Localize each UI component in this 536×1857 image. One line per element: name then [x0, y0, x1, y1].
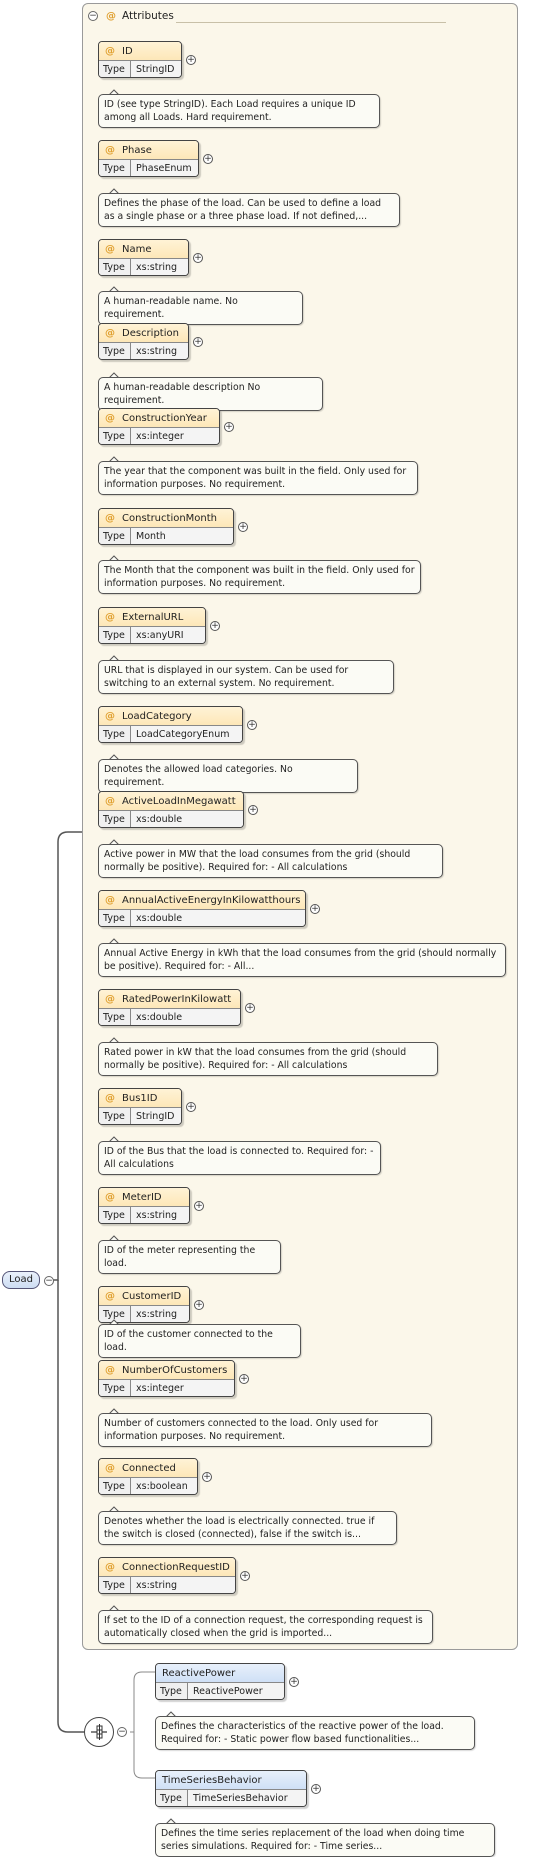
expand-attr-description-button[interactable]: + — [194, 337, 202, 347]
description-line: If set to the ID of a connection request, the corresponding request is — [104, 1615, 423, 1626]
description-line: normally be positive). Required for: - All calculations — [104, 862, 348, 873]
attr-phase-type-value: PhaseEnum — [131, 160, 198, 177]
attr-meter-id-name — [99, 1188, 189, 1207]
attr-connected-name — [99, 1459, 197, 1478]
at-icon: @ — [105, 1191, 115, 1203]
attr-meter-id-type-value: xs:string — [131, 1207, 189, 1224]
load-root-element[interactable] — [2, 1271, 40, 1289]
attr-id-name — [99, 42, 181, 61]
at-icon: @ — [106, 10, 116, 22]
attr-connection-request-id-type-row — [99, 1577, 235, 1594]
element-time-series-behavior-type-row — [156, 1790, 306, 1807]
attr-external-url-type-value: xs:anyURI — [131, 627, 205, 644]
element-time-series-behavior-type-value: TimeSeriesBehavior — [188, 1790, 306, 1807]
attr-active-load-in-megawatt-name-text: ActiveLoadInMegawatt — [122, 795, 236, 807]
attr-annual-active-energy-in-kilowatthours-type-row — [99, 910, 305, 927]
type-label: Type — [99, 160, 131, 177]
description-line: information purposes. No requirement. — [104, 1431, 286, 1442]
description-line: Defines the phase of the load. Can be used to define a load — [104, 198, 382, 209]
attr-connection-request-id-name-text: ConnectionRequestID — [122, 1561, 230, 1573]
collapse-sequence-button[interactable]: − — [118, 1727, 126, 1737]
description-line: information purposes. No requirement. — [104, 479, 286, 490]
type-label: Type — [99, 343, 131, 360]
header-divider — [176, 22, 446, 23]
type-label: Type — [99, 1108, 131, 1125]
attr-id-type-row — [99, 61, 181, 78]
attr-rated-power-in-kilowatt-type-row — [99, 1009, 240, 1026]
attr-external-url-type-row — [99, 627, 205, 644]
at-icon: @ — [105, 1364, 115, 1376]
element-reactive-power-name — [156, 1664, 284, 1683]
attr-construction-year-type-value: xs:integer — [131, 428, 219, 445]
attr-customer-id-name-text: CustomerID — [122, 1290, 182, 1302]
description-line: URL that is displayed in our system. Can be used for — [104, 665, 349, 676]
attr-active-load-in-megawatt-description — [98, 844, 443, 878]
attr-meter-id-type-row — [99, 1207, 189, 1224]
element-time-series-behavior-description — [155, 1823, 495, 1857]
description-line: the switch is closed (connected), false if the switch is... — [104, 1529, 361, 1540]
attr-connection-request-id-type-value: xs:string — [131, 1577, 235, 1594]
at-icon: @ — [105, 144, 115, 156]
description-line: All calculations — [104, 1159, 174, 1170]
at-icon: @ — [105, 412, 115, 424]
attr-construction-month-type-value: Month — [131, 528, 233, 545]
attr-active-load-in-megawatt-type-row — [99, 811, 243, 828]
attr-number-of-customers-name — [99, 1361, 234, 1380]
type-label: Type — [99, 811, 131, 828]
type-label: Type — [99, 910, 131, 927]
attr-load-category-type-row — [99, 726, 242, 743]
at-icon: @ — [105, 795, 115, 807]
description-line: information purposes. No requirement. — [104, 578, 286, 589]
attr-external-url-description — [98, 660, 394, 694]
attr-description-type-row — [99, 343, 188, 360]
attr-load-category-name-text: LoadCategory — [122, 710, 192, 722]
expand-attr-construction-month-button[interactable]: + — [239, 522, 247, 532]
attr-phase-name — [99, 141, 198, 160]
description-line: Defines the time series replacement of the load when doing time — [161, 1828, 465, 1839]
attr-construction-year-name — [99, 409, 219, 428]
type-label: Type — [99, 1478, 131, 1495]
element-time-series-behavior-name-text: TimeSeriesBehavior — [162, 1774, 262, 1786]
at-icon: @ — [105, 512, 115, 524]
attributes-header — [88, 8, 174, 24]
at-icon: @ — [105, 1462, 115, 1474]
at-icon: @ — [105, 993, 115, 1005]
element-time-series-behavior-name — [156, 1771, 306, 1790]
attr-number-of-customers-description — [98, 1413, 432, 1447]
type-label: Type — [99, 428, 131, 445]
description-line: The year that the component was built in the field. Only used for — [104, 466, 407, 477]
description-line: series simulations. Required for: - Time series... — [161, 1841, 383, 1852]
attr-name-type-row — [99, 259, 188, 276]
description-line: Active power in MW that the load consumes from the grid (should — [104, 849, 411, 860]
attr-connected-description — [98, 1511, 397, 1545]
attr-phase-name-text: Phase — [122, 144, 152, 156]
attr-id-description — [98, 94, 380, 128]
at-icon: @ — [105, 1561, 115, 1573]
attr-construction-month-description — [98, 560, 421, 594]
attr-load-category-name — [99, 707, 242, 726]
expand-attr-phase-button[interactable]: + — [204, 154, 212, 164]
at-icon: @ — [105, 1290, 115, 1302]
attr-meter-id-node[interactable] — [98, 1187, 190, 1224]
attr-annual-active-energy-in-kilowatthours-node[interactable] — [98, 890, 306, 927]
expand-attr-bus1-id-button[interactable]: + — [187, 1102, 195, 1112]
attr-connected-node[interactable] — [98, 1458, 198, 1495]
attr-external-url-name-text: ExternalURL — [122, 611, 184, 623]
attr-rated-power-in-kilowatt-node[interactable] — [98, 989, 241, 1026]
description-line: as a single phase or a three phase load. If not defined,... — [104, 211, 368, 222]
attr-number-of-customers-type-row — [99, 1380, 234, 1397]
attr-name-name-text: Name — [122, 243, 152, 255]
expand-attr-meter-id-button[interactable]: + — [195, 1201, 203, 1211]
at-icon: @ — [105, 1092, 115, 1104]
expand-element-reactive-power-button[interactable]: + — [290, 1677, 298, 1687]
expand-attr-customer-id-button[interactable]: + — [195, 1300, 203, 1310]
element-reactive-power-description — [155, 1716, 475, 1750]
attr-construction-month-type-row — [99, 528, 233, 545]
attr-load-category-description — [98, 759, 358, 793]
type-label: Type — [99, 1306, 131, 1323]
at-icon: @ — [105, 243, 115, 255]
description-line: A human-readable name. No requirement. — [104, 296, 238, 320]
attr-load-category-node[interactable] — [98, 706, 243, 743]
type-label: Type — [99, 61, 131, 78]
attr-construction-month-name — [99, 509, 233, 528]
at-icon: @ — [105, 45, 115, 57]
attr-construction-month-node[interactable] — [98, 508, 234, 545]
attr-construction-year-type-row — [99, 428, 219, 445]
expand-attr-construction-year-button[interactable]: + — [225, 422, 233, 432]
attr-active-load-in-megawatt-node[interactable] — [98, 791, 244, 828]
attr-customer-id-type-value: xs:string — [131, 1306, 189, 1323]
type-label: Type — [99, 1577, 131, 1594]
description-line: Annual Active Energy in kWh that the load consumes from the grid (should normally — [104, 948, 497, 959]
attr-number-of-customers-name-text: NumberOfCustomers — [122, 1364, 228, 1376]
attr-rated-power-in-kilowatt-name-text: RatedPowerInKilowatt — [122, 993, 232, 1005]
at-icon: @ — [105, 894, 115, 906]
attr-id-type-value: StringID — [131, 61, 181, 78]
attr-rated-power-in-kilowatt-name — [99, 990, 240, 1009]
attr-active-load-in-megawatt-type-value: xs:double — [131, 811, 243, 828]
description-line: Defines the characteristics of the reactive power of the load. — [161, 1721, 444, 1732]
description-line: ID (see type StringID). Each Load requires a unique ID — [104, 99, 356, 110]
description-line: switching to an external system. No requirement. — [104, 678, 335, 689]
type-label: Type — [99, 259, 131, 276]
attr-construction-month-name-text: ConstructionMonth — [122, 512, 218, 524]
attr-bus1-id-node[interactable] — [98, 1088, 182, 1125]
type-label: Type — [99, 627, 131, 644]
expand-attr-number-of-customers-button[interactable]: + — [240, 1374, 248, 1384]
attr-id-node[interactable] — [98, 41, 182, 78]
sequence-icon — [85, 1718, 113, 1746]
attr-connection-request-id-node[interactable] — [98, 1557, 236, 1594]
description-line: Denotes whether the load is electrically connected. true if — [104, 1516, 375, 1527]
element-reactive-power-node[interactable] — [155, 1663, 285, 1700]
description-line: automatically closed when the grid is imported... — [104, 1628, 333, 1639]
expand-attr-id-button[interactable]: + — [187, 55, 195, 65]
attr-rated-power-in-kilowatt-description — [98, 1042, 438, 1076]
attr-meter-id-name-text: MeterID — [122, 1191, 162, 1203]
attr-annual-active-energy-in-kilowatthours-name — [99, 891, 305, 910]
attr-name-type-value: xs:string — [131, 259, 188, 276]
attr-bus1-id-type-value: StringID — [131, 1108, 181, 1125]
collapse-attributes-button[interactable]: − — [89, 11, 97, 21]
at-icon: @ — [105, 327, 115, 339]
description-line: Required for: - Static power flow based functionalities... — [161, 1734, 420, 1745]
attr-name-name — [99, 240, 188, 259]
attr-phase-description — [98, 193, 400, 227]
description-line: Rated power in kW that the load consumes from the grid (should — [104, 1047, 407, 1058]
sequence-compositor[interactable] — [84, 1717, 114, 1747]
attr-construction-year-description — [98, 461, 418, 495]
attr-bus1-id-name — [99, 1089, 181, 1108]
attr-phase-type-row — [99, 160, 198, 177]
attr-number-of-customers-node[interactable] — [98, 1360, 235, 1397]
element-reactive-power-type-value: ReactivePower — [188, 1683, 284, 1700]
element-time-series-behavior-node[interactable] — [155, 1770, 307, 1807]
expand-attr-external-url-button[interactable]: + — [211, 621, 219, 631]
attr-annual-active-energy-in-kilowatthours-description — [98, 943, 506, 977]
description-line: normally be positive). Required for: - All calculations — [104, 1060, 348, 1071]
attr-number-of-customers-type-value: xs:integer — [131, 1380, 234, 1397]
description-line: Number of customers connected to the load. Only used for — [104, 1418, 379, 1429]
expand-attr-name-button[interactable]: + — [194, 253, 202, 263]
attr-description-type-value: xs:string — [131, 343, 188, 360]
attr-bus1-id-description — [98, 1141, 381, 1175]
attr-connection-request-id-description — [98, 1610, 433, 1644]
attr-annual-active-energy-in-kilowatthours-type-value: xs:double — [131, 910, 305, 927]
load-root-label: Load — [9, 1274, 33, 1285]
attr-external-url-node[interactable] — [98, 607, 206, 644]
attr-description-description — [98, 377, 323, 411]
type-label: Type — [99, 528, 131, 545]
type-label: Type — [156, 1790, 188, 1807]
attr-connected-type-row — [99, 1478, 197, 1495]
attr-load-category-type-value: LoadCategoryEnum — [131, 726, 242, 743]
attr-construction-year-node[interactable] — [98, 408, 220, 445]
attr-phase-node[interactable] — [98, 140, 199, 177]
attr-id-name-text: ID — [122, 45, 133, 57]
expand-attr-connection-request-id-button[interactable]: + — [241, 1571, 249, 1581]
expand-attr-load-category-button[interactable]: + — [248, 720, 256, 730]
attributes-title: Attributes — [122, 10, 174, 22]
attr-external-url-name — [99, 608, 205, 627]
attr-bus1-id-name-text: Bus1ID — [122, 1092, 158, 1104]
attr-customer-id-name — [99, 1287, 189, 1306]
type-label: Type — [156, 1683, 188, 1700]
description-line: ID of the customer connected to the load. — [104, 1329, 273, 1353]
at-icon: @ — [105, 611, 115, 623]
attr-description-name — [99, 324, 188, 343]
attr-connected-name-text: Connected — [122, 1462, 176, 1474]
type-label: Type — [99, 726, 131, 743]
type-label: Type — [99, 1009, 131, 1026]
attr-description-name-text: Description — [122, 327, 179, 339]
expand-attr-rated-power-in-kilowatt-button[interactable]: + — [246, 1003, 254, 1013]
description-line: Denotes the allowed load categories. No requirement. — [104, 764, 293, 788]
element-reactive-power-name-text: ReactivePower — [162, 1667, 236, 1679]
element-reactive-power-type-row — [156, 1683, 284, 1700]
at-icon: @ — [105, 710, 115, 722]
expand-attr-annual-active-energy-in-kilowatthours-button[interactable]: + — [311, 904, 319, 914]
description-line: ID of the meter representing the load. — [104, 1245, 256, 1269]
expand-element-time-series-behavior-button[interactable]: + — [312, 1784, 320, 1794]
attr-annual-active-energy-in-kilowatthours-name-text: AnnualActiveEnergyInKilowatthours — [122, 894, 301, 906]
expand-attr-active-load-in-megawatt-button[interactable]: + — [249, 805, 257, 815]
attr-construction-year-name-text: ConstructionYear — [122, 412, 207, 424]
attr-name-description — [98, 291, 303, 325]
attr-active-load-in-megawatt-name — [99, 792, 243, 811]
attr-customer-id-description — [98, 1324, 301, 1358]
attr-connection-request-id-name — [99, 1558, 235, 1577]
type-label: Type — [99, 1380, 131, 1397]
attr-rated-power-in-kilowatt-type-value: xs:double — [131, 1009, 240, 1026]
description-line: A human-readable description No requirement. — [104, 382, 261, 406]
description-line: The Month that the component was built in the field. Only used for — [104, 565, 415, 576]
description-line: among all Loads. Hard requirement. — [104, 112, 272, 123]
attr-description-node[interactable] — [98, 323, 189, 360]
expand-attr-connected-button[interactable]: + — [203, 1472, 211, 1482]
type-label: Type — [99, 1207, 131, 1224]
description-line: ID of the Bus that the load is connected to. Required for: - — [104, 1146, 374, 1157]
attr-connected-type-value: xs:boolean — [131, 1478, 197, 1495]
description-line: be positive). Required for: - All... — [104, 961, 255, 972]
attr-bus1-id-type-row — [99, 1108, 181, 1125]
attr-name-node[interactable] — [98, 239, 189, 276]
collapse-load-button[interactable]: − — [45, 1276, 53, 1286]
attr-meter-id-description — [98, 1240, 281, 1274]
